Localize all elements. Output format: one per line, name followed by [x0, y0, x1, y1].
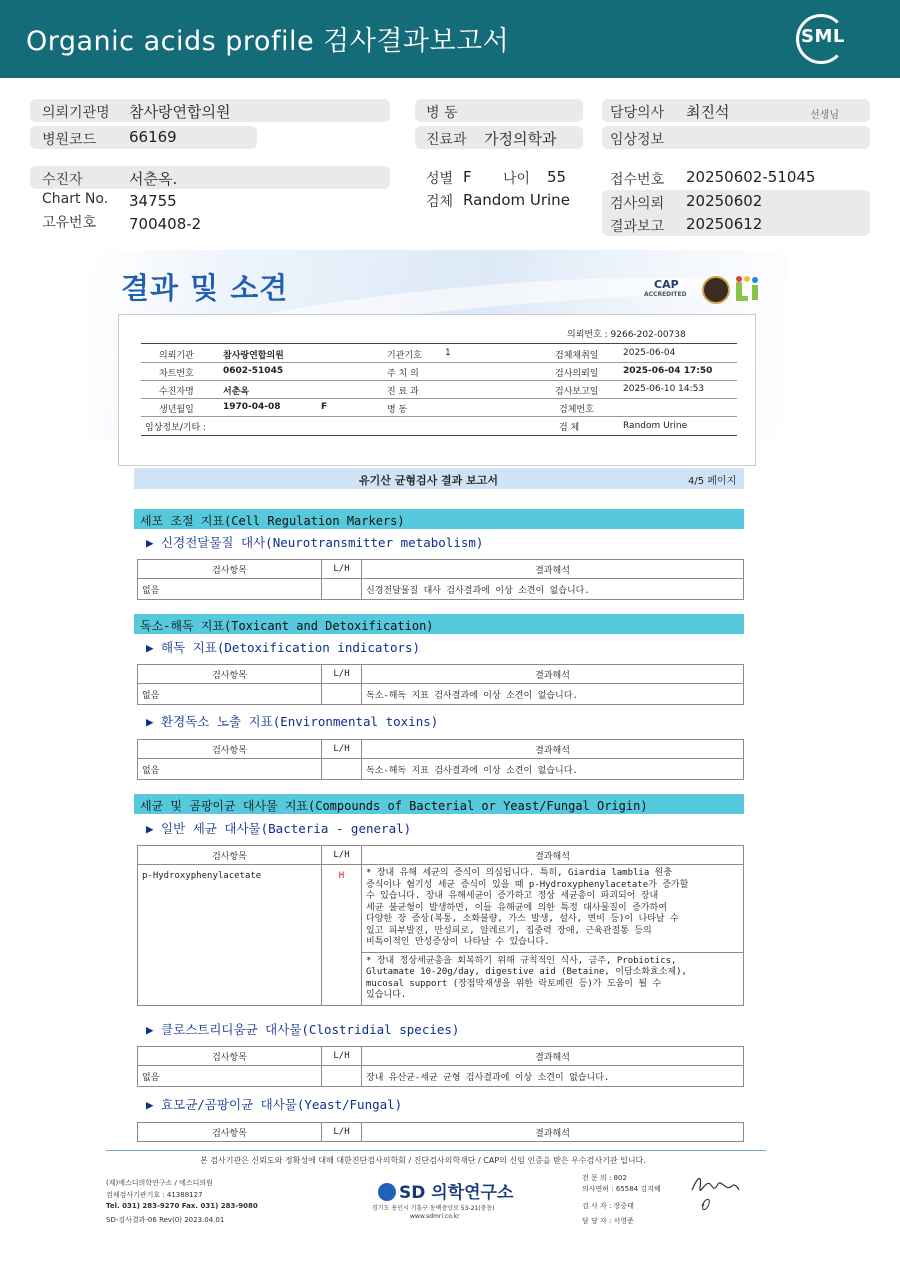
sex-value: F — [463, 168, 472, 186]
sd-logo-icon — [378, 1183, 396, 1201]
doctor-label: 담당의사 — [610, 105, 665, 121]
footer-form-no: SD-검사결과-06 Rev(0) 2023.04.01 — [106, 1216, 225, 1224]
table-row: p-Hydroxyphenylacetate H * 장내 유해 세균의 증식이 의심됩니다. 특히, Giardia lamblia 원충 증식이나 혐기성 세균 증식이 있을 때 p-Hydroxyphenylacetate가 증가할 수 있습니다. 장내 유해세균이 증가하고 정상 세균총이 파괴되어 장내 세균 불균형이 발생하면, 이들 유해균에 의한 특정 대사물질이 증가하여 다양한 장 증상(복통, 소화불량, 가스 발생, 설사, 변비 등)이 나타날 수 있고 피부발진, 만성피로, 알레르기, 집중력 장애, 근육관절통 등의 비특이적인 만성증상이 나타날 수 있습니다. — [138, 865, 744, 953]
scan-dept-label: 진 료 과 — [387, 387, 419, 397]
report-subtitle: 유기산 균형검사 결과 보고서 — [359, 474, 498, 487]
hospital-code-label: 병원코드 — [42, 132, 97, 148]
scan-specimen-no-label: 검체번호 — [559, 405, 594, 415]
sml-logo — [796, 14, 852, 64]
footer-institution-no: 검체검사기관기호 : 41388127 — [106, 1191, 203, 1199]
request-value: 20250602 — [686, 192, 763, 210]
scan-clinical-label: 임상정보/기타 : — [145, 423, 207, 433]
sub-clostridial: ▶ 클로스트리디움균 대사물(Clostridial species) — [146, 1022, 460, 1037]
scan-report-label: 검사보고일 — [555, 387, 599, 397]
sub-detoxification: ▶ 해독 지표(Detoxification indicators) — [146, 640, 421, 655]
scan-request-label: 검사의뢰일 — [555, 369, 599, 379]
results-heading: 결과 및 소견 — [121, 271, 289, 305]
table-clostridial: 검사항목 L/H 결과해석 없음 장내 유산균-세균 균형 검사결과에 이상 소견이 없습니다. — [137, 1046, 744, 1087]
scan-dob-label: 생년월일 — [159, 405, 194, 415]
footer-divider — [106, 1150, 766, 1151]
specimen-value: Random Urine — [463, 191, 570, 209]
scan-org-label: 의뢰기관 — [159, 351, 194, 361]
section-toxicant: 독소-해독 지표(Toxicant and Detoxification) — [134, 614, 744, 634]
request-number: 의뢰번호 : 9266-202-00738 — [567, 330, 686, 340]
scan-specimen-label: 검 체 — [559, 423, 580, 433]
footer-specialist: 전 문 의 : 802 — [582, 1174, 627, 1182]
chart-value: 34755 — [129, 192, 177, 210]
scan-code-value: 1 — [445, 348, 451, 358]
section-cell-regulation: 세포 조절 지표(Cell Regulation Markers) — [134, 509, 744, 529]
section-bacterial-fungal: 세균 및 곰팡이균 대사물 지표(Compounds of Bacterial or Yeast/Fungal Origin) — [134, 794, 744, 814]
department-label: 진료과 — [426, 132, 467, 148]
table-neurotransmitter: 검사항목 L/H 결과해석 없음 신경전달물질 대사 검사결과에 이상 소견이 없습니다. — [137, 559, 744, 600]
header-bar — [0, 0, 900, 78]
seal-icon — [702, 276, 730, 304]
receipt-value: 20250602-51045 — [686, 168, 816, 186]
footer-tester: 검 사 자 : 장중태 — [582, 1202, 634, 1210]
patient-label: 수진자 — [42, 172, 83, 188]
scan-doctor-label: 주 치 의 — [387, 369, 419, 379]
patient-value: 서춘옥. — [129, 170, 178, 188]
report-label: 결과보고 — [610, 219, 665, 235]
age-label: 나이 — [503, 171, 531, 187]
scan-patient-label: 수진자명 — [159, 387, 194, 397]
scan-specimen-value: Random Urine — [623, 421, 688, 431]
table-row: 없음 장내 유산균-세균 균형 검사결과에 이상 소견이 없습니다. — [138, 1066, 744, 1087]
cap-accredited-logo: CAP ACCREDITED — [644, 278, 687, 298]
receipt-label: 접수번호 — [610, 172, 665, 188]
signature-icon — [688, 1170, 740, 1216]
footer-tel: Tel. 031) 283-9270 Fax. 031) 283-9080 — [106, 1202, 258, 1210]
table-bacteria-general: 검사항목 L/H 결과해석 p-Hydroxyphenylacetate H * 장내 유해 세균의 증식이 의심됩니다. 특히, Giardia lamblia 원충 증식이나 혐기성 세균 증식이 있을 때 p-Hydroxyphenylacetate가 증가할 수 있습니다. 장내 유해세균이 증가하고 정상 세균총이 파괴되어 장내 세균 불균형이 발생하면, 이들 유해균에 의한 특정 대사물질이 증가하여 다양한 장 증상(복통, 소화불량, 가스 발생, 설사, 변비 등)이 나타날 수 있고 피부발진, 만성피로, 알레르기, 집중력 장애, 근육관절통 등의 비특이적인 만성증상이 나타날 수 있습니다. * 장내 정상세균총을 회복하기 위해 규칙적인 식사, 금주, Probiotics, Glutamate 10-20g/day, digestive aid (Betaine, 이담소화효소제), mucosal support (장점막재생을 위한 락토페린 등)가 도움이 될 수 있습니다. — [137, 845, 744, 1006]
logo-text: SML — [801, 26, 845, 47]
sub-bacteria-general: ▶ 일반 세균 대사물(Bacteria - general) — [146, 821, 412, 836]
unique-value: 700408-2 — [129, 215, 202, 233]
requesting-org-value: 참사랑연합의원 — [129, 103, 231, 121]
doctor-value: 최진석 — [686, 103, 730, 121]
sub-environmental: ▶ 환경독소 노출 지표(Environmental toxins) — [146, 714, 439, 729]
footer-website: www.sdmri.co.kr — [410, 1213, 460, 1220]
scan-code-label: 기관기호 — [387, 351, 422, 361]
footer-manager: 담 당 자 : 서영준 — [582, 1217, 634, 1225]
scan-chart-label: 차트번호 — [159, 369, 194, 379]
ward-label: 병 동 — [426, 105, 458, 121]
page-indicator: 4/5 페이지 — [688, 476, 737, 487]
requesting-org-label: 의뢰기관명 — [42, 105, 110, 121]
sd-institute-logo: SD 의학연구소 — [378, 1178, 513, 1203]
hospital-code-value: 66169 — [129, 128, 177, 146]
scan-org-value: 참사랑연합의원 — [223, 351, 284, 361]
footer-address: 경기도 용인시 기흥구 동백중앙로 53-21(중동) — [372, 1205, 495, 1212]
scan-sex-value: F — [321, 402, 328, 412]
scan-dob-value: 1970-04-08 — [223, 402, 281, 412]
scan-info-table — [118, 314, 756, 466]
scan-report-value: 2025-06-10 14:53 — [623, 384, 705, 394]
scan-request-value: 2025-06-04 17:50 — [623, 366, 713, 376]
lab-certification-icon — [736, 276, 762, 302]
footer-note: 본 검사기관은 신뢰도와 정확성에 대해 대한진단검사의학회 / 진단검사의학재단 / CAP의 신임 인증을 받은 우수검사기관 입니다. — [200, 1156, 646, 1165]
patient-box — [30, 166, 390, 189]
doctor-suffix: 선생님 — [810, 110, 839, 121]
high-flag: H — [322, 865, 362, 1006]
sub-neurotransmitter: ▶ 신경전달물질 대사(Neurotransmitter metabolism) — [146, 535, 484, 550]
request-label: 검사의뢰 — [610, 196, 665, 212]
table-row: 없음 독소-해독 지표 검사결과에 이상 소견이 없습니다. — [138, 759, 744, 780]
report-value: 20250612 — [686, 215, 763, 233]
chart-label: Chart No. — [42, 191, 109, 207]
clinical-info-label: 임상정보 — [610, 132, 665, 148]
scanned-report — [88, 250, 788, 1150]
specimen-label: 검체 — [426, 194, 454, 210]
sex-label: 성별 — [426, 171, 454, 187]
age-value: 55 — [547, 168, 567, 186]
table-row: 없음 신경전달물질 대사 검사결과에 이상 소견이 없습니다. — [138, 579, 744, 600]
table-yeast-fungal: 검사항목 L/H 결과해석 — [137, 1122, 744, 1142]
table-row: 없음 독소-해독 지표 검사결과에 이상 소견이 없습니다. — [138, 684, 744, 705]
report-title: Organic acids profile 검사결과보고서 — [26, 26, 510, 57]
sub-yeast-fungal: ▶ 효모균/곰팡이균 대사물(Yeast/Fungal) — [146, 1097, 403, 1112]
footer-license: 의사면허 : 65584 김지혜 — [582, 1185, 661, 1193]
table-detoxification: 검사항목 L/H 결과해석 없음 독소-해독 지표 검사결과에 이상 소견이 없습니다. — [137, 664, 744, 705]
scan-collect-value: 2025-06-04 — [623, 348, 676, 358]
table-environmental: 검사항목 L/H 결과해석 없음 독소-해독 지표 검사결과에 이상 소견이 없습니다. — [137, 739, 744, 780]
scan-patient-value: 서춘옥 — [223, 387, 250, 397]
scan-ward-label: 병 동 — [387, 405, 408, 415]
footer-org: (재)에스디의학연구소 / 에스디의원 — [106, 1179, 213, 1187]
report-title-bar — [134, 468, 744, 489]
table-row: * 장내 정상세균총을 회복하기 위해 규칙적인 식사, 금주, Probiotics, Glutamate 10-20g/day, digestive aid (Betaine, 이담소화효소제), mucosal support (장점막재생을 위한 락토페린 등)가 도움이 될 수 있습니다. — [138, 952, 744, 1005]
unique-label: 고유번호 — [42, 215, 97, 231]
scan-chart-value: 0602-51045 — [223, 366, 284, 376]
scan-collect-label: 검체채취일 — [555, 351, 599, 361]
department-value: 가정의학과 — [484, 130, 557, 148]
